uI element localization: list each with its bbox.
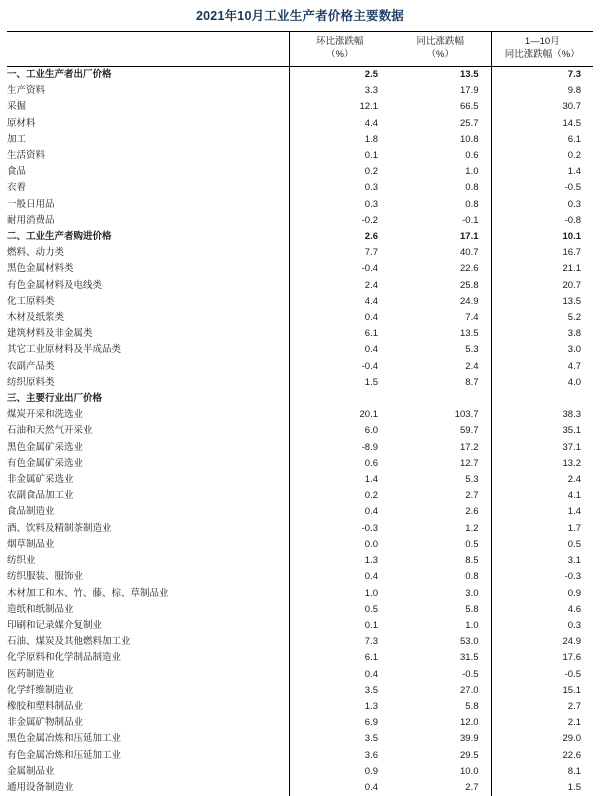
cell-mom: 3.5 <box>289 683 390 699</box>
table-row <box>7 83 593 99</box>
row-label: 燃料、动力类 <box>7 245 289 261</box>
cell-yoy: 2.7 <box>390 488 491 504</box>
cell-ytd: 24.9 <box>491 634 593 650</box>
cell-yoy: 2.6 <box>390 504 491 520</box>
cell-yoy: 7.4 <box>390 310 491 326</box>
cell-yoy: 29.5 <box>390 748 491 764</box>
cell-mom: -0.2 <box>289 213 390 229</box>
cell-ytd: 2.4 <box>491 472 593 488</box>
table-row <box>7 602 593 618</box>
cell-ytd: 10.1 <box>491 229 593 245</box>
table-row <box>7 180 593 196</box>
row-label: 酒、饮料及精制茶制造业 <box>7 521 289 537</box>
row-label: 采掘 <box>7 99 289 115</box>
cell-yoy: 1.2 <box>390 521 491 537</box>
row-label: 耐用消费品 <box>7 213 289 229</box>
column-header-category <box>7 32 289 67</box>
cell-yoy: -0.1 <box>390 213 491 229</box>
cell-mom: 0.3 <box>289 197 390 213</box>
table-row <box>7 99 593 115</box>
cell-mom: 4.4 <box>289 116 390 132</box>
row-label: 加工 <box>7 132 289 148</box>
row-label: 金属制品业 <box>7 764 289 780</box>
table-row <box>7 132 593 148</box>
page-title: 2021年10月工业生产者价格主要数据 <box>0 0 600 31</box>
cell-ytd: 0.5 <box>491 537 593 553</box>
cell-mom: 0.5 <box>289 602 390 618</box>
table-row <box>7 229 593 245</box>
cell-mom: 0.1 <box>289 618 390 634</box>
cell-mom: 3.6 <box>289 748 390 764</box>
table-row <box>7 326 593 342</box>
cell-ytd: 38.3 <box>491 407 593 423</box>
cell-mom: 6.1 <box>289 650 390 666</box>
row-label: 农副食品加工业 <box>7 488 289 504</box>
cell-ytd: 4.1 <box>491 488 593 504</box>
row-label: 印刷和记录媒介复制业 <box>7 618 289 634</box>
row-label: 其它工业原材料及半成品类 <box>7 342 289 358</box>
cell-ytd: 1.4 <box>491 504 593 520</box>
cell-yoy: 1.0 <box>390 618 491 634</box>
cell-ytd: 4.7 <box>491 359 593 375</box>
cell-ytd: -0.3 <box>491 569 593 585</box>
cell-ytd: 0.9 <box>491 586 593 602</box>
row-label: 煤炭开采和洗选业 <box>7 407 289 423</box>
table-row <box>7 164 593 180</box>
table-row <box>7 667 593 683</box>
table-row <box>7 553 593 569</box>
row-label: 有色金属材料及电线类 <box>7 278 289 294</box>
cell-mom: 0.4 <box>289 310 390 326</box>
row-label: 衣着 <box>7 180 289 196</box>
row-label: 木材加工和木、竹、藤、棕、草制品业 <box>7 586 289 602</box>
cell-ytd: 3.8 <box>491 326 593 342</box>
cell-yoy: 12.7 <box>390 456 491 472</box>
row-label: 一般日用品 <box>7 197 289 213</box>
table-row <box>7 569 593 585</box>
cell-mom <box>289 391 390 407</box>
cell-mom: 0.4 <box>289 569 390 585</box>
table-row <box>7 764 593 780</box>
column-header-yoy: 同比涨跌幅 （%） <box>390 32 491 67</box>
row-label: 石油和天然气开采业 <box>7 423 289 439</box>
table-row <box>7 586 593 602</box>
cell-mom: -0.4 <box>289 261 390 277</box>
cell-ytd: 2.7 <box>491 699 593 715</box>
cell-ytd: 4.0 <box>491 375 593 391</box>
cell-yoy: 2.7 <box>390 780 491 796</box>
cell-ytd: 3.1 <box>491 553 593 569</box>
table-row <box>7 650 593 666</box>
cell-yoy: 27.0 <box>390 683 491 699</box>
table-row <box>7 634 593 650</box>
cell-ytd: 13.2 <box>491 456 593 472</box>
cell-mom: 7.3 <box>289 634 390 650</box>
table-row <box>7 440 593 456</box>
cell-yoy: 13.5 <box>390 67 491 84</box>
cell-ytd: 16.7 <box>491 245 593 261</box>
row-label: 一、工业生产者出厂价格 <box>7 67 289 84</box>
cell-yoy: 66.5 <box>390 99 491 115</box>
row-label: 橡胶和塑料制品业 <box>7 699 289 715</box>
table-row <box>7 537 593 553</box>
cell-ytd: 30.7 <box>491 99 593 115</box>
table-row <box>7 116 593 132</box>
row-label: 非金属矿采选业 <box>7 472 289 488</box>
cell-yoy: -0.5 <box>390 667 491 683</box>
table-row <box>7 359 593 375</box>
cell-yoy: 31.5 <box>390 650 491 666</box>
cell-mom: -0.3 <box>289 521 390 537</box>
table-row <box>7 715 593 731</box>
cell-ytd: 2.1 <box>491 715 593 731</box>
cell-yoy: 17.2 <box>390 440 491 456</box>
row-label: 石油、煤炭及其他燃料加工业 <box>7 634 289 650</box>
cell-ytd: 15.1 <box>491 683 593 699</box>
cell-yoy: 40.7 <box>390 245 491 261</box>
cell-yoy: 1.0 <box>390 164 491 180</box>
cell-ytd: 0.3 <box>491 197 593 213</box>
cell-ytd: 9.8 <box>491 83 593 99</box>
table-row <box>7 472 593 488</box>
cell-yoy: 5.3 <box>390 342 491 358</box>
row-label: 建筑材料及非金属类 <box>7 326 289 342</box>
cell-yoy: 0.8 <box>390 180 491 196</box>
cell-mom: 0.2 <box>289 164 390 180</box>
cell-yoy: 2.4 <box>390 359 491 375</box>
table-row <box>7 148 593 164</box>
table-row <box>7 342 593 358</box>
cell-yoy: 5.8 <box>390 699 491 715</box>
cell-mom: 4.4 <box>289 294 390 310</box>
cell-mom: 7.7 <box>289 245 390 261</box>
cell-yoy: 0.5 <box>390 537 491 553</box>
cell-mom: 3.3 <box>289 83 390 99</box>
cell-mom: -0.4 <box>289 359 390 375</box>
cell-ytd: -0.5 <box>491 180 593 196</box>
cell-ytd: 29.0 <box>491 731 593 747</box>
cell-yoy: 13.5 <box>390 326 491 342</box>
cell-yoy: 10.0 <box>390 764 491 780</box>
row-label: 三、主要行业出厂价格 <box>7 391 289 407</box>
table-row <box>7 456 593 472</box>
table-header-row <box>7 32 593 67</box>
table-row <box>7 261 593 277</box>
cell-yoy: 17.9 <box>390 83 491 99</box>
table-row <box>7 748 593 764</box>
cell-ytd: 17.6 <box>491 650 593 666</box>
cell-yoy: 24.9 <box>390 294 491 310</box>
cell-ytd: 13.5 <box>491 294 593 310</box>
cell-mom: 0.6 <box>289 456 390 472</box>
row-label: 黑色金属矿采选业 <box>7 440 289 456</box>
table-row <box>7 731 593 747</box>
cell-yoy: 0.8 <box>390 197 491 213</box>
row-label: 造纸和纸制品业 <box>7 602 289 618</box>
cell-mom: 2.4 <box>289 278 390 294</box>
table-row <box>7 67 593 84</box>
cell-mom: 6.9 <box>289 715 390 731</box>
cell-yoy: 59.7 <box>390 423 491 439</box>
cell-ytd: -0.8 <box>491 213 593 229</box>
row-label: 木材及纸浆类 <box>7 310 289 326</box>
cell-mom: 0.1 <box>289 148 390 164</box>
cell-yoy: 12.0 <box>390 715 491 731</box>
table-row <box>7 618 593 634</box>
row-label: 化学纤维制造业 <box>7 683 289 699</box>
cell-yoy: 8.5 <box>390 553 491 569</box>
row-label: 二、工业生产者购进价格 <box>7 229 289 245</box>
row-label: 生活资料 <box>7 148 289 164</box>
cell-ytd: 7.3 <box>491 67 593 84</box>
table-row <box>7 197 593 213</box>
cell-ytd: 21.1 <box>491 261 593 277</box>
row-label: 通用设备制造业 <box>7 780 289 796</box>
column-header-mom: 环比涨跌幅 （%） <box>289 32 390 67</box>
table-row <box>7 488 593 504</box>
table-row <box>7 391 593 407</box>
table-row <box>7 521 593 537</box>
cell-ytd <box>491 391 593 407</box>
row-label: 有色金属冶炼和压延加工业 <box>7 748 289 764</box>
row-label: 化学原料和化学制品制造业 <box>7 650 289 666</box>
cell-mom: 1.4 <box>289 472 390 488</box>
cell-yoy: 22.6 <box>390 261 491 277</box>
cell-yoy: 25.8 <box>390 278 491 294</box>
cell-mom: 3.5 <box>289 731 390 747</box>
cell-mom: 6.0 <box>289 423 390 439</box>
table-body <box>7 67 593 796</box>
column-header-ytd: 1—10月 同比涨跌幅（%） <box>491 32 593 67</box>
table-header <box>7 32 593 67</box>
cell-ytd: 14.5 <box>491 116 593 132</box>
cell-mom: 0.4 <box>289 667 390 683</box>
row-label: 原材料 <box>7 116 289 132</box>
cell-yoy <box>390 391 491 407</box>
table-row <box>7 780 593 796</box>
row-label: 生产资料 <box>7 83 289 99</box>
table-row <box>7 375 593 391</box>
row-label: 食品制造业 <box>7 504 289 520</box>
cell-mom: 20.1 <box>289 407 390 423</box>
cell-mom: 0.4 <box>289 504 390 520</box>
row-label: 有色金属矿采选业 <box>7 456 289 472</box>
cell-ytd: 35.1 <box>491 423 593 439</box>
cell-yoy: 10.8 <box>390 132 491 148</box>
cell-yoy: 8.7 <box>390 375 491 391</box>
row-label: 黑色金属材料类 <box>7 261 289 277</box>
cell-mom: 2.5 <box>289 67 390 84</box>
cell-mom: 0.2 <box>289 488 390 504</box>
row-label: 纺织业 <box>7 553 289 569</box>
cell-mom: 0.4 <box>289 780 390 796</box>
row-label: 黑色金属冶炼和压延加工业 <box>7 731 289 747</box>
cell-ytd: 5.2 <box>491 310 593 326</box>
cell-ytd: 1.5 <box>491 780 593 796</box>
cell-mom: 0.9 <box>289 764 390 780</box>
row-label: 医药制造业 <box>7 667 289 683</box>
row-label: 食品 <box>7 164 289 180</box>
cell-ytd: 0.2 <box>491 148 593 164</box>
cell-ytd: 0.3 <box>491 618 593 634</box>
cell-yoy: 53.0 <box>390 634 491 650</box>
cell-mom: 1.3 <box>289 553 390 569</box>
cell-ytd: 3.0 <box>491 342 593 358</box>
cell-mom: 12.1 <box>289 99 390 115</box>
row-label: 化工原料类 <box>7 294 289 310</box>
cell-mom: 0.4 <box>289 342 390 358</box>
table-row <box>7 310 593 326</box>
cell-yoy: 5.3 <box>390 472 491 488</box>
cell-yoy: 5.8 <box>390 602 491 618</box>
cell-yoy: 17.1 <box>390 229 491 245</box>
cell-mom: 1.5 <box>289 375 390 391</box>
table-row <box>7 683 593 699</box>
table-row <box>7 423 593 439</box>
cell-yoy: 0.6 <box>390 148 491 164</box>
row-label: 烟草制品业 <box>7 537 289 553</box>
cell-mom: 0.3 <box>289 180 390 196</box>
cell-mom: 0.0 <box>289 537 390 553</box>
cell-ytd: 37.1 <box>491 440 593 456</box>
table-row <box>7 213 593 229</box>
table-row <box>7 504 593 520</box>
cell-ytd: 4.6 <box>491 602 593 618</box>
table-row <box>7 278 593 294</box>
cell-mom: -8.9 <box>289 440 390 456</box>
cell-yoy: 3.0 <box>390 586 491 602</box>
price-data-table <box>7 31 593 796</box>
cell-ytd: 22.6 <box>491 748 593 764</box>
cell-ytd: 6.1 <box>491 132 593 148</box>
table-row <box>7 407 593 423</box>
row-label: 纺织服装、服饰业 <box>7 569 289 585</box>
table-row <box>7 245 593 261</box>
row-label: 纺织原料类 <box>7 375 289 391</box>
cell-mom: 2.6 <box>289 229 390 245</box>
cell-yoy: 0.8 <box>390 569 491 585</box>
cell-ytd: -0.5 <box>491 667 593 683</box>
cell-yoy: 39.9 <box>390 731 491 747</box>
row-label: 农副产品类 <box>7 359 289 375</box>
cell-yoy: 25.7 <box>390 116 491 132</box>
cell-mom: 1.8 <box>289 132 390 148</box>
cell-yoy: 103.7 <box>390 407 491 423</box>
cell-ytd: 1.4 <box>491 164 593 180</box>
cell-ytd: 8.1 <box>491 764 593 780</box>
cell-ytd: 1.7 <box>491 521 593 537</box>
cell-mom: 6.1 <box>289 326 390 342</box>
cell-mom: 1.0 <box>289 586 390 602</box>
row-label: 非金属矿物制品业 <box>7 715 289 731</box>
table-row <box>7 294 593 310</box>
cell-mom: 1.3 <box>289 699 390 715</box>
table-row <box>7 699 593 715</box>
cell-ytd: 20.7 <box>491 278 593 294</box>
